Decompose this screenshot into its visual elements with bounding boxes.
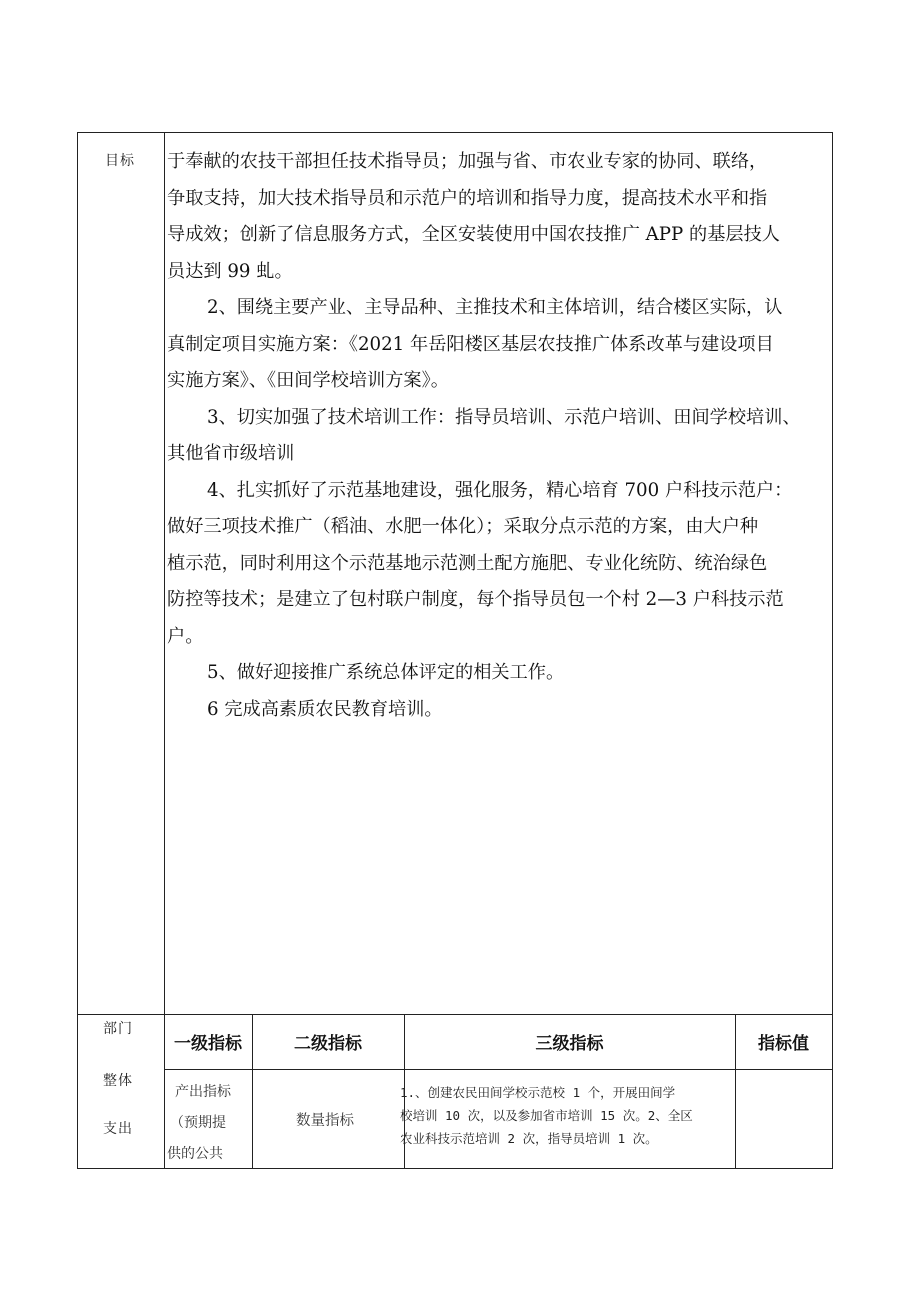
detail-line: 1.、创建农民田间学校示范校 1 个，开展田间学	[400, 1085, 676, 1100]
text-line: 4、扎实抓好了示范基地建设，强化服务，精心培育 700 户科技示范户：	[207, 479, 793, 501]
text-line: 户。	[167, 625, 204, 647]
level1-cell-line: 产出指标	[175, 1084, 231, 1100]
text-line: 2、围绕主要产业、主导品种、主推技术和主体培训，结合楼区实际，认	[207, 297, 783, 318]
goal-paragraph	[167, 692, 832, 729]
header-level1: 一级指标	[174, 1034, 242, 1054]
header-value: 指标值	[758, 1034, 809, 1054]
text-line: 6 完成高素质农民教育培训。	[207, 698, 443, 720]
goal-paragraph	[167, 473, 832, 656]
text-line: 争取支持，加大技术指导员和示范户的培训和指导力度，提高技术水平和指	[167, 187, 768, 209]
header-row-divider	[164, 1069, 833, 1070]
text-line: 实施方案》、《田间学校培训方案》。	[167, 370, 449, 391]
table-bottom-border	[77, 1168, 833, 1169]
section-side-label: 支出	[103, 1121, 133, 1137]
text-line: 员达到 99 虬。	[167, 260, 293, 282]
goal-paragraph	[167, 655, 832, 692]
goal-paragraph	[167, 290, 832, 400]
text-line: 导成效；创新了信息服务方式，全区安装使用中国农技推广 APP 的基层技人	[167, 224, 780, 245]
level3-cell	[400, 1081, 735, 1150]
text-line: 防控等技术；是建立了包村联户制度，每个指导员包一个村 2—3 户科技示范	[167, 589, 784, 610]
text-line: 真制定项目实施方案：《2021 年岳阳楼区基层农技推广体系改革与建设项目	[167, 333, 774, 355]
text-line: 植示范，同时利用这个示范基地示范测土配方施肥、专业化统防、统治绿色	[167, 552, 768, 574]
header-level3: 三级指标	[535, 1034, 604, 1054]
section-side-label: 部门	[103, 1021, 133, 1037]
goal-label: 目标	[105, 153, 135, 169]
goal-paragraph	[167, 144, 832, 290]
goal-body	[167, 144, 832, 728]
level1-cell-line: 供的公共	[167, 1146, 223, 1162]
text-line: 3、切实加强了技术培训工作：指导员培训、示范户培训、田间学校培训、	[207, 406, 801, 428]
detail-line: 校培训 10 次，以及参加省市培训 15 次。2、全区	[400, 1108, 693, 1123]
text-line: 其他省市级培训	[167, 443, 295, 464]
goal-paragraph	[167, 400, 832, 473]
table-top-border	[77, 132, 833, 133]
section-side-label: 整体	[103, 1073, 133, 1089]
detail-line: 农业科技示范培训 2 次，指导员培训 1 次。	[400, 1131, 658, 1146]
text-line: 5、做好迎接推广系统总体评定的相关工作。	[207, 662, 565, 683]
level2-cell: 数量指标	[296, 1113, 354, 1129]
text-line: 于奉献的农技干部担任技术指导员；加强与省、市农业专家的协同、联络，	[167, 151, 768, 172]
text-line: 做好三项技术推广（稻油、水肥一体化）；采取分点示范的方案，由大户种	[167, 516, 759, 537]
header-level2: 二级指标	[294, 1034, 362, 1054]
level1-cell-line: （预期提	[170, 1115, 226, 1131]
